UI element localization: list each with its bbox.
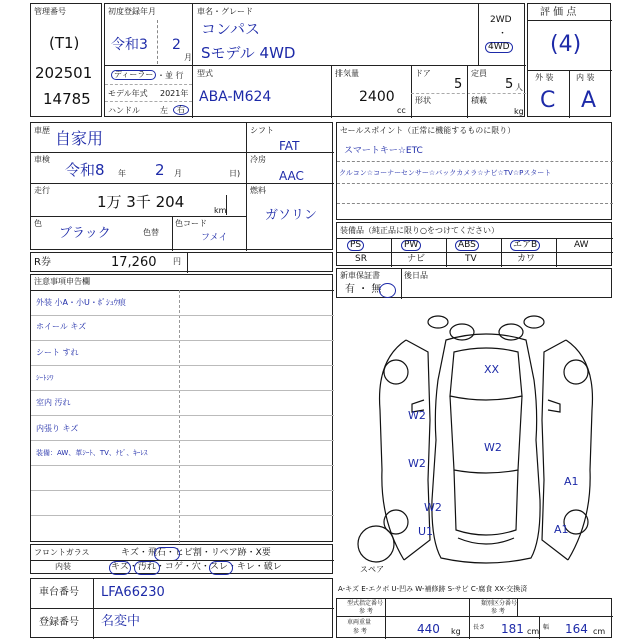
shift-label: シフト [250,126,274,135]
sales-label: セールスポイント（正常に機能するものに限り） [340,126,516,135]
chassis-value: LFA66230 [101,585,165,600]
kanri-type: (T1) [49,34,80,52]
equip-navi: ナビ [407,254,426,264]
r-value: 17,260 [111,255,157,270]
capacity-unit: 人 [515,83,523,92]
fuel-value: ガソリン [265,208,318,223]
kanri-label: 管理番号 [34,7,66,16]
interior-bottom-value: キズ・汚れ・コゲ・穴・スレ・キレ・破レ [111,562,282,572]
color-change-label: 色替 [143,228,159,237]
first-reg-era: 令和3 [111,37,148,53]
eval-label: 評 価 点 [540,7,577,18]
displacement-value: 2400 [359,89,395,105]
weight-value: 440 [417,622,440,636]
kanri-no1: 202501 [35,64,93,82]
note-rule [31,390,334,391]
type-label: 型式 [197,69,213,78]
shift-value: FAT [279,139,300,153]
drive-2wd: 2WD [490,15,512,25]
spec-box [336,598,612,638]
inspection-label: 車検 [34,155,50,164]
equip-sr: SR [355,254,367,264]
front-glass-box [30,544,333,574]
weight-unit: kg [451,627,461,636]
inspection-day-unit: 日) [229,169,241,178]
interior-grade: A [581,88,597,113]
kind-value: 自家用 [55,129,104,148]
front-glass-label: フロントガラス [34,548,90,557]
registration-box [30,122,333,250]
note-rule [31,465,334,466]
warranty-label: 新車保証書 [340,271,380,280]
damage-diagram [336,300,612,582]
handle-label: ハンドル [108,106,140,115]
handle-right: 右 [173,105,189,115]
mark-left-rear-w2: W2 [424,501,442,514]
model-year: 2021年 [160,89,189,98]
class-ref: 参 考 [491,608,505,615]
width-label: 幅 [543,624,550,631]
model-year-label: モデル年式 [108,89,148,98]
type-value: ABA-M624 [199,89,272,105]
notes-box [30,274,333,542]
class-label: 類別区分番号 [481,600,518,607]
mark-left-mid-w2: W2 [408,457,426,470]
displacement-label: 排気量 [335,69,359,78]
vehicle-header-box [104,3,525,117]
cc-unit: cc [397,106,406,115]
front-glass-value: キズ・飛石・ヒビ割・リペア跡・X要 [121,548,271,558]
inspection-month-unit: 月 [174,169,182,178]
r-label: R券 [34,257,51,268]
color-value: ブラック [59,226,111,241]
grade: Sモデル 4WD [201,44,296,62]
ac-label: 冷房 [250,155,266,164]
kind-label: 車歴 [34,126,50,135]
fuel-label: 燃料 [250,186,266,195]
sales-point-box [336,122,612,220]
door-label: ドア [415,69,431,78]
notes-label: 注意事項申告欄 [34,277,90,286]
capacity-label: 定員 [471,69,487,78]
km-unit: km [214,206,227,215]
length-label: 長さ [473,624,486,631]
note-rule [31,365,334,366]
mark-right-rear-a1: A1 [564,475,579,488]
note-rule [31,440,334,441]
door-value: 5 [454,77,463,92]
first-reg-month-unit: 月 [184,53,192,62]
note-line-7: 装備：AW、革ｼｰﾄ、TV、ﾅﾋﾞ、ｷｰﾚｽ [36,449,148,457]
warranty-box [336,268,612,298]
length-unit: cm [527,627,540,636]
weight-label: 車両重量 [347,619,372,626]
spare-label: スペア [360,565,384,574]
sales-line1: スマートキー☆ETC [344,146,423,156]
length-value: 181 [501,622,524,636]
equipment-box [336,222,612,266]
ac-value: AAC [279,169,304,183]
mark-right-bottom-a1: A1 [554,523,569,536]
type-spec-label: 型式指定番号 [347,600,384,607]
model-name: コンパス [201,20,260,38]
width-unit: cm [593,627,606,636]
evaluation-box [527,3,611,117]
load-label: 積載 [471,96,487,105]
equipment-label: 装備品（純正品に限り○をつけてください） [340,226,499,235]
inspection-era: 令和8 [65,161,105,179]
kg-unit: kg [514,107,524,116]
note-line-6: 内張り キズ [36,424,79,433]
damage-legend: A-キズ E-エクボ U-凹み W-補修跡 S-サビ C-腐食 XX-交換済 [338,585,528,593]
note-line-3: シート すれ [36,348,79,357]
note-line-5: 室内 汚れ [36,398,71,407]
equip-leather: カワ [517,254,536,264]
interior-bottom-label: 内装 [55,562,71,571]
reg-no-value: 名変中 [101,614,141,629]
interior-circle-sure [209,561,233,575]
color-code-value: フメイ [201,233,228,243]
type-spec-ref: 参 考 [359,608,373,615]
mileage-value: 1万 3千 204 [97,193,185,211]
drive-dot: ・ [498,29,508,39]
note-line-2: ホイール キズ [36,322,87,331]
equip-aw: AW [574,240,589,250]
front-glass-circle [154,547,180,561]
later-label: 後日品 [404,271,428,280]
note-rule [31,515,334,516]
equip-ps: PS [347,240,364,251]
note-line-4: ｼｰﾄｼﾜ [36,374,54,382]
car-outline [336,300,612,582]
exterior-grade: C [540,88,556,113]
capacity-value: 5 [505,77,514,92]
mark-left-front-w2: W2 [408,409,426,422]
width-value: 164 [565,622,588,636]
note-line-1: 外装 小A・小U・ﾎﾞｼｭｳ痕 [36,298,126,307]
model-name-label: 車名・グレード [197,7,253,16]
kanri-no2: 14785 [43,90,91,108]
sales-line2: クルコン☆コーナーセンサー☆バックカメラ☆ナビ☆TV☆Pスタート [339,169,552,177]
inspection-month: 2 [155,161,165,179]
exterior-label: 外 装 [535,73,554,82]
note-rule [31,315,334,316]
mileage-label: 走行 [34,186,50,195]
chassis-label: 車台番号 [39,587,79,598]
weight-ref: 参 考 [353,628,367,635]
first-reg-month: 2 [172,37,181,53]
eval-score: (4) [550,32,582,57]
dealer-mark: ディーラー [111,70,156,80]
shape-label: 形状 [415,96,431,105]
parallel-mark: ・並 行 [157,71,184,80]
note-rule [31,415,334,416]
mark-roof-xx: XX [484,363,500,376]
reg-no-label: 登録番号 [39,617,79,628]
drive-4wd: 4WD [485,42,513,53]
interior-label: 内 装 [576,73,595,82]
first-reg-label: 初度登録年月 [108,7,156,16]
equip-abs: ABS [455,240,479,251]
warranty-value: 有 ・ 無 [345,284,382,295]
note-rule [31,340,334,341]
equip-airbag: エアB [510,240,540,251]
chassis-box [30,578,333,638]
mark-center-w2: W2 [484,441,502,454]
color-label: 色 [34,219,42,228]
warranty-circle-none [379,283,396,298]
equip-tv: TV [465,254,477,264]
r-yen-unit: 円 [173,257,181,266]
kanri-box [30,3,102,117]
interior-circle-kizu [109,561,131,575]
interior-circle-yogore [134,561,160,575]
note-rule [31,490,334,491]
handle-left: 左 [160,106,168,115]
equip-pw: PW [401,240,421,251]
mark-left-bottom-u1: U1 [418,525,434,538]
inspection-year-unit: 年 [118,169,126,178]
r-ken-box [30,252,333,272]
color-code-label: 色コード [175,219,207,228]
